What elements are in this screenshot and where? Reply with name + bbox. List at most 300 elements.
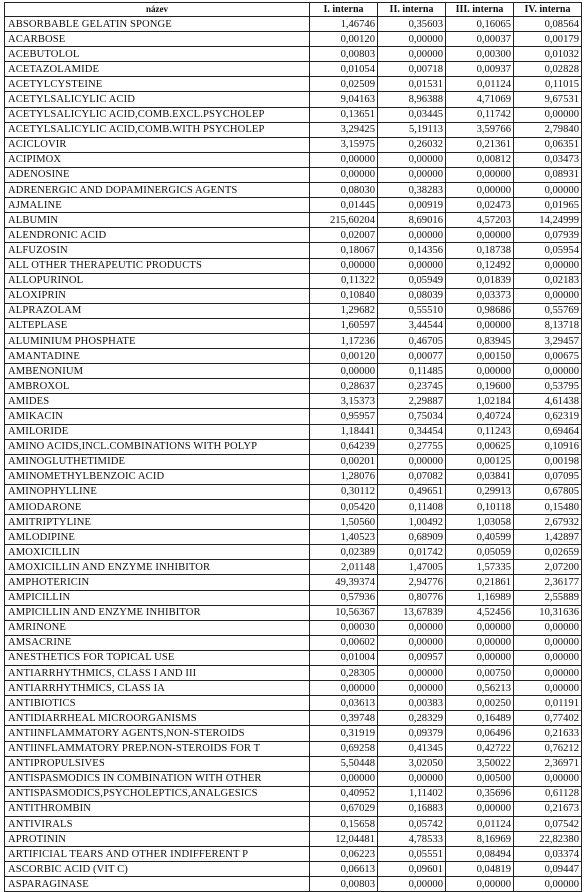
drug-name-cell: ACETYLCYSTEINE [5, 77, 310, 92]
header-row [5, 3, 582, 17]
value-cell-interna-1: 5,50448 [310, 756, 378, 771]
drug-name-cell: AMPICILLIN AND ENZYME INHIBITOR [5, 605, 310, 620]
drug-consumption-table [4, 2, 582, 892]
value-cell-interna-1: 1,46746 [310, 17, 378, 32]
value-cell-interna-1: 0,00803 [310, 47, 378, 62]
value-cell-interna-4: 0,03473 [514, 152, 582, 167]
value-cell-interna-3: 0,83945 [446, 333, 514, 348]
value-cell-interna-4: 0,00179 [514, 32, 582, 47]
drug-name-cell: ASCORBIC ACID (VIT C) [5, 862, 310, 877]
value-cell-interna-2: 0,11485 [378, 364, 446, 379]
value-cell-interna-3: 0,98686 [446, 303, 514, 318]
value-cell-interna-2: 4,78533 [378, 832, 446, 847]
table-row [5, 32, 582, 47]
table-row [5, 107, 582, 122]
value-cell-interna-2: 0,05949 [378, 273, 446, 288]
drug-name-cell: AMINOPHYLLINE [5, 484, 310, 499]
value-cell-interna-4: 0,00675 [514, 349, 582, 364]
value-cell-interna-2: 0,08039 [378, 288, 446, 303]
drug-name-cell: ANTIARRHYTHMICS, CLASS IA [5, 681, 310, 696]
value-cell-interna-2: 0,00000 [378, 258, 446, 273]
table-row [5, 847, 582, 862]
column-header-name: název [5, 3, 310, 17]
value-cell-interna-1: 0,11322 [310, 273, 378, 288]
value-cell-interna-1: 215,60204 [310, 213, 378, 228]
value-cell-interna-3: 0,12492 [446, 258, 514, 273]
value-cell-interna-4: 2,36177 [514, 575, 582, 590]
value-cell-interna-2: 0,23745 [378, 379, 446, 394]
value-cell-interna-1: 0,67029 [310, 801, 378, 816]
value-cell-interna-3: 0,16489 [446, 711, 514, 726]
value-cell-interna-1: 0,30112 [310, 484, 378, 499]
value-cell-interna-4: 0,08931 [514, 167, 582, 182]
value-cell-interna-3: 0,00000 [446, 167, 514, 182]
drug-name-cell: ANTISPASMODICS,PSYCHOLEPTICS,ANALGESICS [5, 786, 310, 801]
value-cell-interna-3: 0,00937 [446, 62, 514, 77]
drug-name-cell: AMINOMETHYLBENZOIC ACID [5, 469, 310, 484]
value-cell-interna-1: 0,00000 [310, 152, 378, 167]
drug-name-cell: ADRENERGIC AND DOPAMINERGICS AGENTS [5, 183, 310, 198]
drug-name-cell: ALFUZOSIN [5, 243, 310, 258]
value-cell-interna-2: 0,75034 [378, 409, 446, 424]
value-cell-interna-4: 0,67805 [514, 484, 582, 499]
value-cell-interna-4: 0,11015 [514, 77, 582, 92]
drug-name-cell: ANTIBIOTICS [5, 696, 310, 711]
drug-name-cell: AMIDES [5, 394, 310, 409]
table-row [5, 650, 582, 665]
value-cell-interna-2: 0,38283 [378, 183, 446, 198]
drug-name-cell: AJMALINE [5, 198, 310, 213]
value-cell-interna-1: 0,02509 [310, 77, 378, 92]
drug-name-cell: AMLODIPINE [5, 530, 310, 545]
drug-name-cell: ACETYLSALICYLIC ACID,COMB.EXCL.PSYCHOLEP [5, 107, 310, 122]
value-cell-interna-3: 0,00625 [446, 439, 514, 454]
value-cell-interna-1: 0,00803 [310, 877, 378, 892]
value-cell-interna-3: 0,00000 [446, 364, 514, 379]
value-cell-interna-2: 3,02050 [378, 756, 446, 771]
drug-name-cell: ALPRAZOLAM [5, 303, 310, 318]
value-cell-interna-1: 0,00000 [310, 771, 378, 786]
value-cell-interna-3: 4,57203 [446, 213, 514, 228]
table-row [5, 349, 582, 364]
value-cell-interna-3: 0,11243 [446, 424, 514, 439]
value-cell-interna-1: 1,40523 [310, 530, 378, 545]
value-cell-interna-1: 12,04481 [310, 832, 378, 847]
value-cell-interna-2: 0,03445 [378, 107, 446, 122]
table-row [5, 635, 582, 650]
table-row [5, 696, 582, 711]
drug-name-cell: AMOXICILLIN AND ENZYME INHIBITOR [5, 560, 310, 575]
value-cell-interna-2: 0,00000 [378, 771, 446, 786]
value-cell-interna-1: 3,29425 [310, 122, 378, 137]
value-cell-interna-1: 0,00030 [310, 620, 378, 635]
value-cell-interna-2: 0,80776 [378, 590, 446, 605]
value-cell-interna-4: 0,05954 [514, 243, 582, 258]
table-row [5, 62, 582, 77]
value-cell-interna-4: 0,09447 [514, 862, 582, 877]
value-cell-interna-2: 0,68909 [378, 530, 446, 545]
value-cell-interna-2: 0,28329 [378, 711, 446, 726]
value-cell-interna-4: 0,21633 [514, 726, 582, 741]
value-cell-interna-4: 0,53795 [514, 379, 582, 394]
table-row [5, 198, 582, 213]
drug-name-cell: ALLOPURINOL [5, 273, 310, 288]
value-cell-interna-3: 0,18738 [446, 243, 514, 258]
drug-name-cell: AMBROXOL [5, 379, 310, 394]
value-cell-interna-1: 0,00120 [310, 32, 378, 47]
drug-name-cell: ANTITHROMBIN [5, 801, 310, 816]
drug-name-cell: ACICLOVIR [5, 137, 310, 152]
value-cell-interna-1: 0,40952 [310, 786, 378, 801]
value-cell-interna-2: 0,05551 [378, 847, 446, 862]
value-cell-interna-3: 0,40599 [446, 530, 514, 545]
table-header [5, 3, 582, 17]
drug-name-cell: AMANTADINE [5, 349, 310, 364]
value-cell-interna-2: 1,47005 [378, 560, 446, 575]
value-cell-interna-4: 3,29457 [514, 333, 582, 348]
table-row [5, 877, 582, 892]
data-sheet [4, 2, 581, 892]
drug-name-cell: ANTIINFLAMMATORY PREP.NON-STEROIDS FOR T [5, 741, 310, 756]
value-cell-interna-2: 13,67839 [378, 605, 446, 620]
value-cell-interna-1: 0,00000 [310, 167, 378, 182]
value-cell-interna-4: 0,00000 [514, 681, 582, 696]
table-row [5, 364, 582, 379]
drug-name-cell: AMINO ACIDS,INCL.COMBINATIONS WITH POLYP [5, 439, 310, 454]
value-cell-interna-2: 2,29887 [378, 394, 446, 409]
value-cell-interna-4: 2,36971 [514, 756, 582, 771]
table-row [5, 500, 582, 515]
value-cell-interna-3: 0,01839 [446, 273, 514, 288]
value-cell-interna-4: 10,31636 [514, 605, 582, 620]
table-row [5, 484, 582, 499]
table-row [5, 394, 582, 409]
value-cell-interna-4: 0,00198 [514, 454, 582, 469]
value-cell-interna-3: 0,04819 [446, 862, 514, 877]
value-cell-interna-2: 8,69016 [378, 213, 446, 228]
value-cell-interna-3: 0,00000 [446, 877, 514, 892]
value-cell-interna-4: 0,08564 [514, 17, 582, 32]
value-cell-interna-3: 0,00125 [446, 454, 514, 469]
value-cell-interna-3: 0,00000 [446, 650, 514, 665]
value-cell-interna-3: 0,42722 [446, 741, 514, 756]
drug-name-cell: ALBUMIN [5, 213, 310, 228]
value-cell-interna-2: 0,49651 [378, 484, 446, 499]
value-cell-interna-3: 1,02184 [446, 394, 514, 409]
value-cell-interna-4: 0,62319 [514, 409, 582, 424]
value-cell-interna-1: 0,01054 [310, 62, 378, 77]
value-cell-interna-4: 22,82380 [514, 832, 582, 847]
value-cell-interna-1: 0,64239 [310, 439, 378, 454]
drug-name-cell: AMPHOTERICIN [5, 575, 310, 590]
drug-name-cell: AMINOGLUTHETIMIDE [5, 454, 310, 469]
table-row [5, 469, 582, 484]
value-cell-interna-2: 2,94776 [378, 575, 446, 590]
table-row [5, 273, 582, 288]
table-row [5, 439, 582, 454]
value-cell-interna-2: 1,00492 [378, 515, 446, 530]
drug-name-cell: ALENDRONIC ACID [5, 228, 310, 243]
table-row [5, 726, 582, 741]
value-cell-interna-1: 2,01148 [310, 560, 378, 575]
value-cell-interna-2: 0,00383 [378, 696, 446, 711]
drug-name-cell: AMOXICILLIN [5, 545, 310, 560]
value-cell-interna-3: 1,03058 [446, 515, 514, 530]
value-cell-interna-4: 0,21673 [514, 801, 582, 816]
value-cell-interna-1: 1,29682 [310, 303, 378, 318]
table-row [5, 243, 582, 258]
table-row [5, 167, 582, 182]
value-cell-interna-2: 0,09379 [378, 726, 446, 741]
value-cell-interna-2: 0,46705 [378, 333, 446, 348]
table-row [5, 258, 582, 273]
value-cell-interna-4: 0,15480 [514, 500, 582, 515]
value-cell-interna-2: 0,16883 [378, 801, 446, 816]
value-cell-interna-3: 0,05059 [446, 545, 514, 560]
drug-name-cell: ASPARAGINASE [5, 877, 310, 892]
value-cell-interna-2: 0,09601 [378, 862, 446, 877]
value-cell-interna-1: 9,04163 [310, 92, 378, 107]
value-cell-interna-3: 0,06496 [446, 726, 514, 741]
value-cell-interna-1: 0,95957 [310, 409, 378, 424]
value-cell-interna-1: 0,18067 [310, 243, 378, 258]
value-cell-interna-3: 0,35696 [446, 786, 514, 801]
value-cell-interna-2: 0,14356 [378, 243, 446, 258]
table-row [5, 575, 582, 590]
value-cell-interna-4: 0,61128 [514, 786, 582, 801]
value-cell-interna-1: 0,02007 [310, 228, 378, 243]
table-row [5, 560, 582, 575]
drug-name-cell: ANTIINFLAMMATORY AGENTS,NON-STEROIDS [5, 726, 310, 741]
value-cell-interna-2: 3,44544 [378, 318, 446, 333]
value-cell-interna-4: 4,61438 [514, 394, 582, 409]
drug-name-cell: ABSORBABLE GELATIN SPONGE [5, 17, 310, 32]
value-cell-interna-1: 0,10840 [310, 288, 378, 303]
value-cell-interna-2: 0,35603 [378, 17, 446, 32]
value-cell-interna-3: 0,21861 [446, 575, 514, 590]
drug-name-cell: AMIODARONE [5, 500, 310, 515]
value-cell-interna-1: 1,50560 [310, 515, 378, 530]
value-cell-interna-4: 0,00000 [514, 258, 582, 273]
table-row [5, 590, 582, 605]
value-cell-interna-4: 0,55769 [514, 303, 582, 318]
value-cell-interna-4: 0,01032 [514, 47, 582, 62]
drug-name-cell: AMITRIPTYLINE [5, 515, 310, 530]
table-row [5, 454, 582, 469]
value-cell-interna-4: 0,01965 [514, 198, 582, 213]
table-row [5, 545, 582, 560]
value-cell-interna-3: 0,29913 [446, 484, 514, 499]
value-cell-interna-1: 0,01445 [310, 198, 378, 213]
value-cell-interna-4: 2,07200 [514, 560, 582, 575]
value-cell-interna-3: 0,03373 [446, 288, 514, 303]
table-row [5, 77, 582, 92]
value-cell-interna-3: 0,00000 [446, 801, 514, 816]
value-cell-interna-2: 0,34454 [378, 424, 446, 439]
table-row [5, 288, 582, 303]
value-cell-interna-4: 0,07095 [514, 469, 582, 484]
table-row [5, 228, 582, 243]
value-cell-interna-1: 0,00000 [310, 681, 378, 696]
drug-name-cell: ANTIVIRALS [5, 816, 310, 831]
value-cell-interna-3: 0,01124 [446, 816, 514, 831]
value-cell-interna-4: 0,00000 [514, 107, 582, 122]
value-cell-interna-1: 0,00000 [310, 258, 378, 273]
value-cell-interna-1: 0,28637 [310, 379, 378, 394]
drug-name-cell: AMPICILLIN [5, 590, 310, 605]
value-cell-interna-1: 1,28076 [310, 469, 378, 484]
value-cell-interna-3: 0,01124 [446, 77, 514, 92]
value-cell-interna-4: 0,02659 [514, 545, 582, 560]
value-cell-interna-4: 0,00000 [514, 183, 582, 198]
value-cell-interna-4: 0,00000 [514, 771, 582, 786]
value-cell-interna-3: 3,59766 [446, 122, 514, 137]
table-row [5, 303, 582, 318]
value-cell-interna-3: 0,00150 [446, 349, 514, 364]
value-cell-interna-1: 0,00000 [310, 364, 378, 379]
value-cell-interna-3: 0,40724 [446, 409, 514, 424]
value-cell-interna-2: 0,00000 [378, 877, 446, 892]
value-cell-interna-4: 0,00000 [514, 877, 582, 892]
table-row [5, 605, 582, 620]
value-cell-interna-4: 0,07939 [514, 228, 582, 243]
drug-name-cell: ADENOSINE [5, 167, 310, 182]
drug-name-cell: AMBENONIUM [5, 364, 310, 379]
table-row [5, 152, 582, 167]
value-cell-interna-4: 9,67531 [514, 92, 582, 107]
drug-name-cell: AMRINONE [5, 620, 310, 635]
value-cell-interna-1: 1,18441 [310, 424, 378, 439]
table-row [5, 213, 582, 228]
value-cell-interna-3: 1,16989 [446, 590, 514, 605]
drug-name-cell: ALTEPLASE [5, 318, 310, 333]
value-cell-interna-1: 49,39374 [310, 575, 378, 590]
table-row [5, 681, 582, 696]
drug-name-cell: ANTIDIARRHEAL MICROORGANISMS [5, 711, 310, 726]
column-header-interna-2: II. interna [378, 3, 446, 17]
value-cell-interna-1: 0,39748 [310, 711, 378, 726]
value-cell-interna-3: 0,19600 [446, 379, 514, 394]
value-cell-interna-1: 0,06223 [310, 847, 378, 862]
value-cell-interna-3: 0,00000 [446, 228, 514, 243]
value-cell-interna-1: 0,57936 [310, 590, 378, 605]
table-row [5, 424, 582, 439]
value-cell-interna-2: 0,00000 [378, 228, 446, 243]
value-cell-interna-1: 0,31919 [310, 726, 378, 741]
value-cell-interna-3: 0,00300 [446, 47, 514, 62]
value-cell-interna-4: 0,00000 [514, 364, 582, 379]
value-cell-interna-3: 0,00000 [446, 620, 514, 635]
value-cell-interna-1: 3,15373 [310, 394, 378, 409]
value-cell-interna-4: 0,10916 [514, 439, 582, 454]
table-row [5, 47, 582, 62]
value-cell-interna-4: 0,06351 [514, 137, 582, 152]
value-cell-interna-2: 0,01742 [378, 545, 446, 560]
drug-name-cell: AMILORIDE [5, 424, 310, 439]
value-cell-interna-1: 0,02389 [310, 545, 378, 560]
value-cell-interna-3: 3,50022 [446, 756, 514, 771]
value-cell-interna-4: 8,13718 [514, 318, 582, 333]
value-cell-interna-2: 0,41345 [378, 741, 446, 756]
table-body [5, 17, 582, 892]
value-cell-interna-2: 0,00718 [378, 62, 446, 77]
table-row [5, 515, 582, 530]
drug-name-cell: ALOXIPRIN [5, 288, 310, 303]
table-row [5, 137, 582, 152]
value-cell-interna-1: 0,00201 [310, 454, 378, 469]
table-row [5, 17, 582, 32]
column-header-interna-4: IV. interna [514, 3, 582, 17]
table-row [5, 333, 582, 348]
drug-name-cell: ANTISPASMODICS IN COMBINATION WITH OTHER [5, 771, 310, 786]
drug-name-cell: ACETYLSALICYLIC ACID,COMB.WITH PSYCHOLEP [5, 122, 310, 137]
value-cell-interna-1: 0,00120 [310, 349, 378, 364]
value-cell-interna-3: 0,03841 [446, 469, 514, 484]
value-cell-interna-3: 0,00812 [446, 152, 514, 167]
table-row [5, 786, 582, 801]
value-cell-interna-2: 1,11402 [378, 786, 446, 801]
value-cell-interna-1: 1,60597 [310, 318, 378, 333]
value-cell-interna-2: 0,11408 [378, 500, 446, 515]
value-cell-interna-3: 0,02473 [446, 198, 514, 213]
value-cell-interna-3: 0,11742 [446, 107, 514, 122]
value-cell-interna-2: 0,27755 [378, 439, 446, 454]
value-cell-interna-2: 0,00000 [378, 152, 446, 167]
value-cell-interna-1: 0,03613 [310, 696, 378, 711]
drug-name-cell: ANTIARRHYTHMICS, CLASS I AND III [5, 666, 310, 681]
table-row [5, 801, 582, 816]
drug-name-cell: ACEBUTOLOL [5, 47, 310, 62]
value-cell-interna-3: 0,00000 [446, 318, 514, 333]
value-cell-interna-4: 0,03374 [514, 847, 582, 862]
value-cell-interna-3: 0,21361 [446, 137, 514, 152]
value-cell-interna-2: 0,00000 [378, 635, 446, 650]
value-cell-interna-4: 1,42897 [514, 530, 582, 545]
value-cell-interna-4: 0,01191 [514, 696, 582, 711]
value-cell-interna-2: 0,00957 [378, 650, 446, 665]
value-cell-interna-3: 4,52456 [446, 605, 514, 620]
value-cell-interna-2: 0,01531 [378, 77, 446, 92]
value-cell-interna-2: 0,00000 [378, 681, 446, 696]
table-row [5, 122, 582, 137]
table-row [5, 379, 582, 394]
value-cell-interna-3: 0,00250 [446, 696, 514, 711]
drug-name-cell: ALL OTHER THERAPEUTIC PRODUCTS [5, 258, 310, 273]
table-row [5, 530, 582, 545]
value-cell-interna-2: 0,26032 [378, 137, 446, 152]
value-cell-interna-2: 0,00000 [378, 32, 446, 47]
value-cell-interna-1: 0,15658 [310, 816, 378, 831]
value-cell-interna-2: 0,00000 [378, 47, 446, 62]
value-cell-interna-1: 0,01004 [310, 650, 378, 665]
table-row [5, 756, 582, 771]
value-cell-interna-2: 0,00077 [378, 349, 446, 364]
table-row [5, 771, 582, 786]
value-cell-interna-3: 8,16969 [446, 832, 514, 847]
table-row [5, 620, 582, 635]
value-cell-interna-4: 14,24999 [514, 213, 582, 228]
value-cell-interna-2: 0,00919 [378, 198, 446, 213]
drug-name-cell: ACIPIMOX [5, 152, 310, 167]
value-cell-interna-4: 0,76212 [514, 741, 582, 756]
value-cell-interna-1: 10,56367 [310, 605, 378, 620]
value-cell-interna-3: 0,00000 [446, 183, 514, 198]
value-cell-interna-4: 2,67932 [514, 515, 582, 530]
table-row [5, 183, 582, 198]
value-cell-interna-4: 0,00000 [514, 635, 582, 650]
value-cell-interna-3: 0,00000 [446, 635, 514, 650]
drug-name-cell: ANESTHETICS FOR TOPICAL USE [5, 650, 310, 665]
